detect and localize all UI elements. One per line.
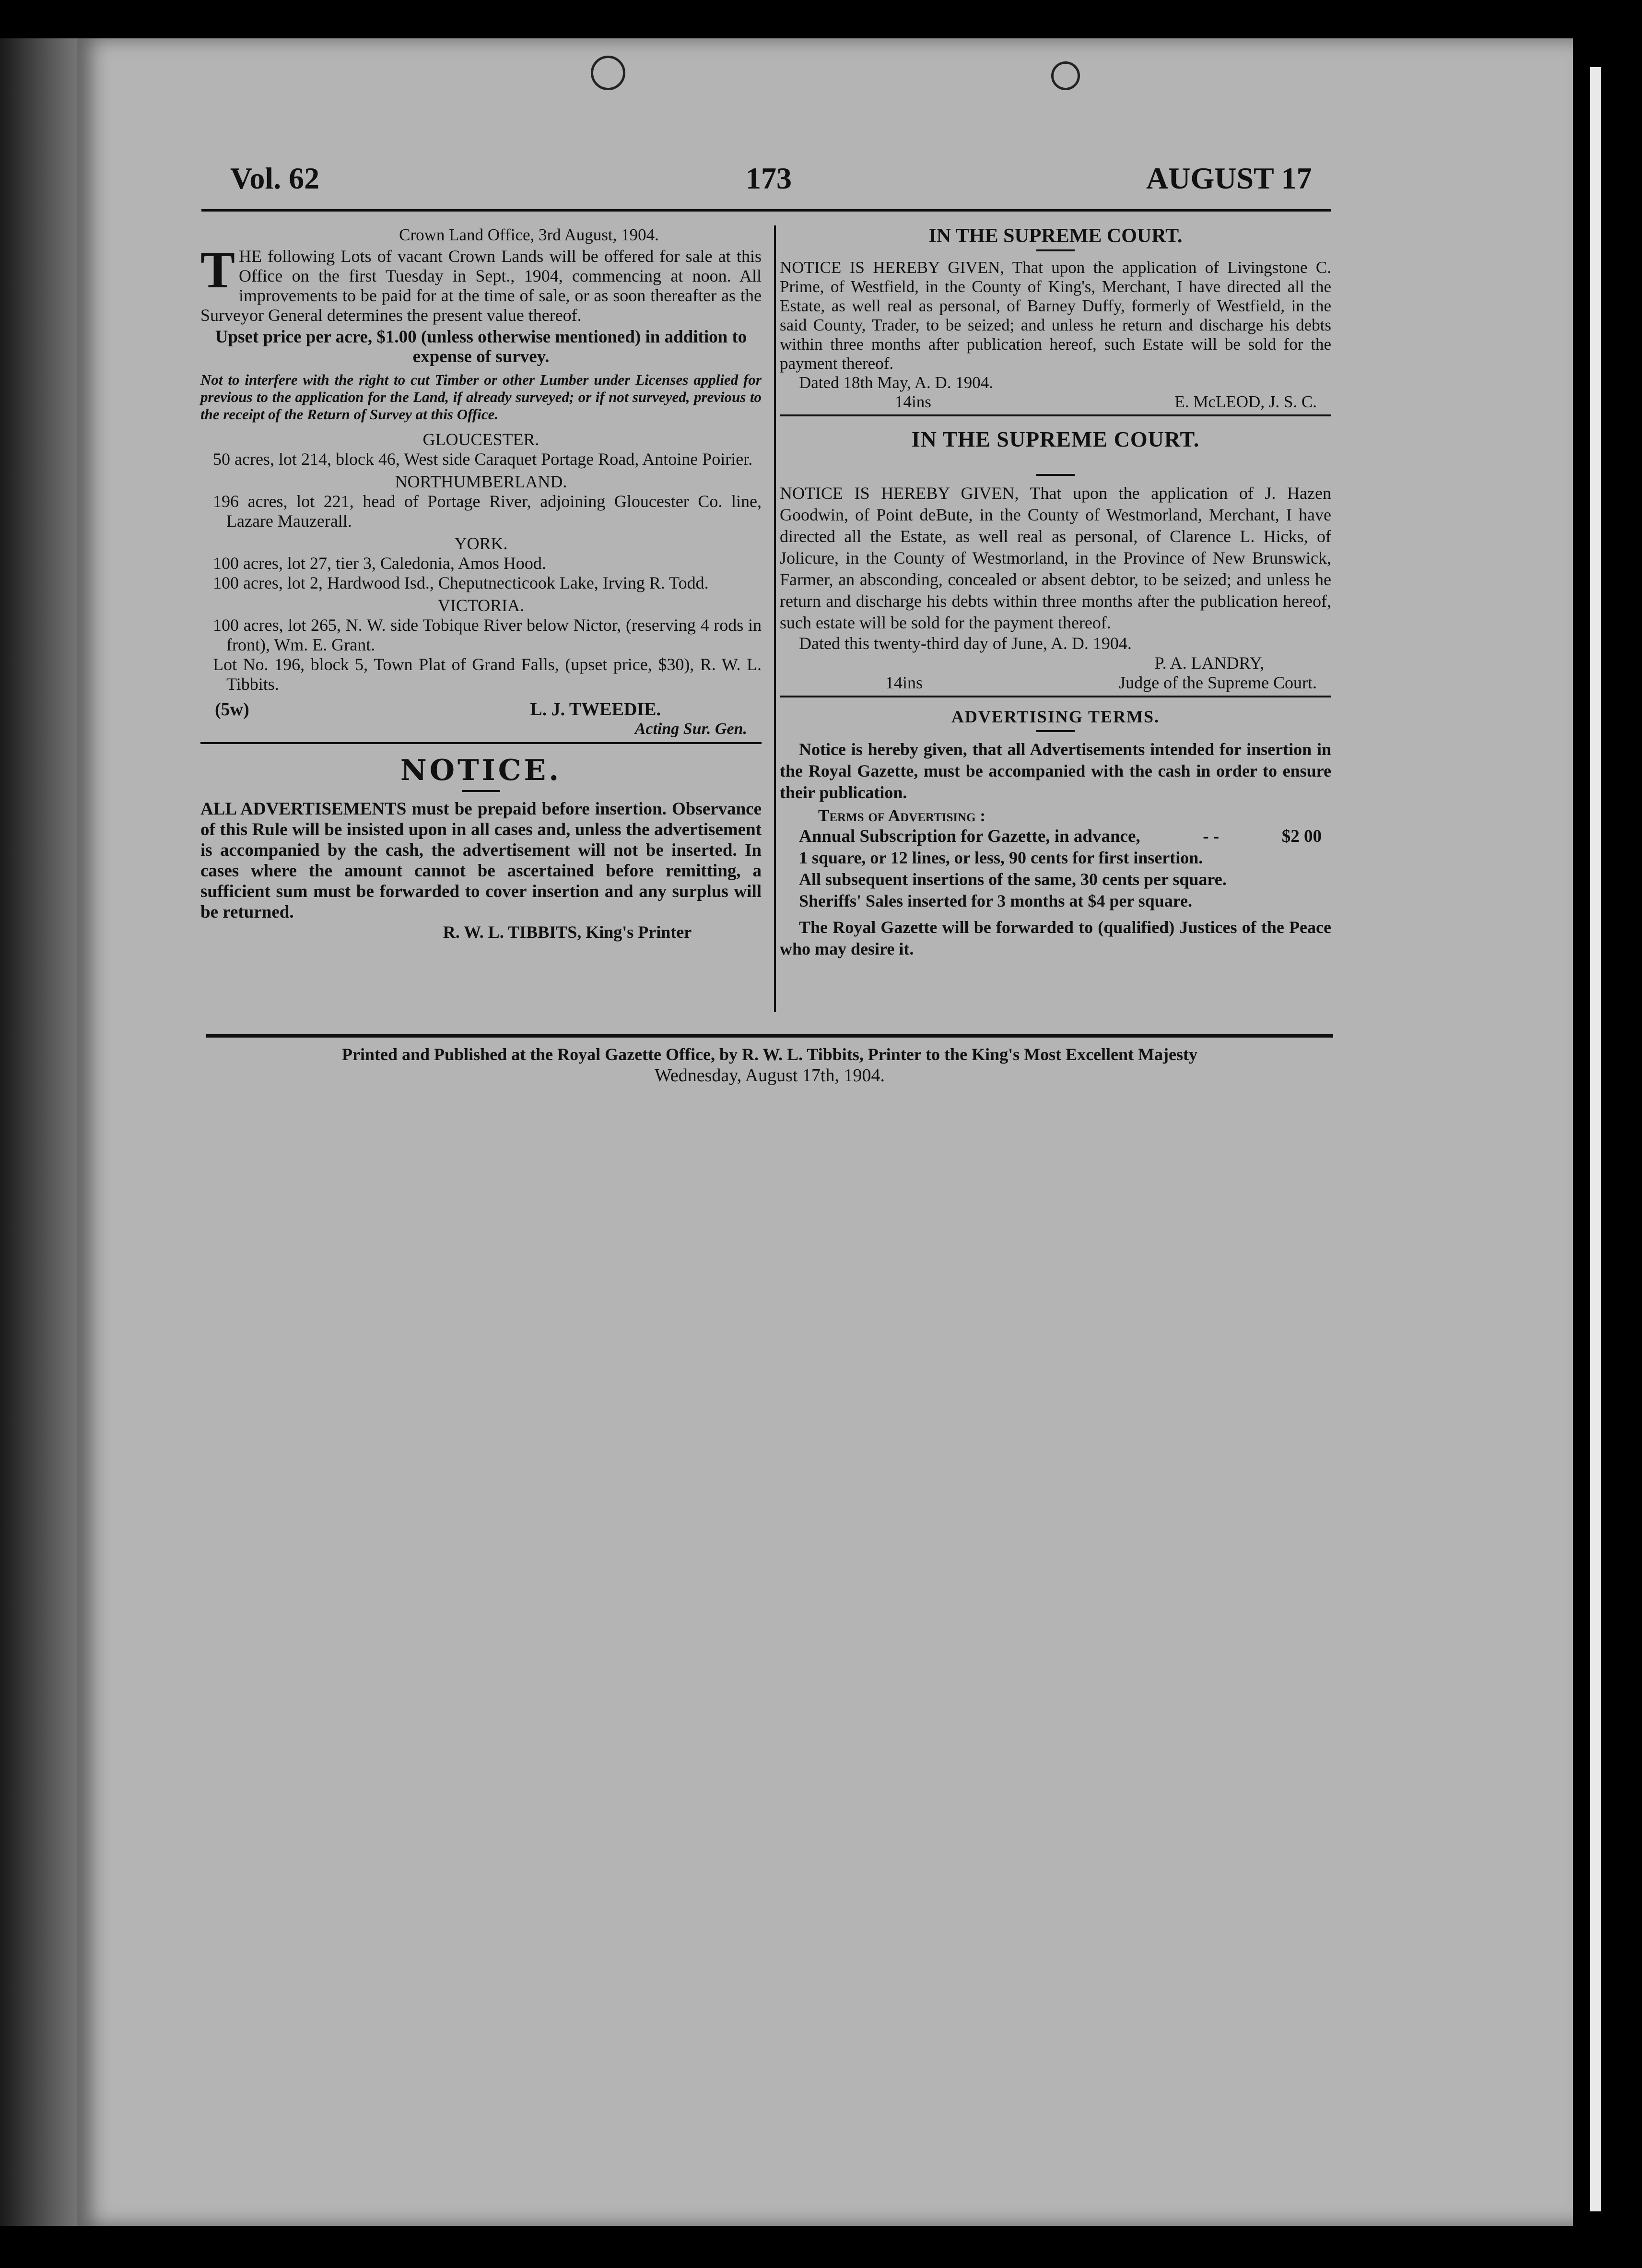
- county-heading: GLOUCESTER.: [422, 430, 540, 449]
- insertion-code: (5w): [215, 699, 249, 720]
- title-dash: [1036, 474, 1075, 476]
- court-notice-signature: [780, 673, 1331, 693]
- advertising-intro: Notice is hereby given, that all Advertisements intended for insertion in the Royal Gazette, must be accompanied with the cash in order to ensure their publication.: [780, 740, 1331, 802]
- court-notice-body: NOTICE IS HEREBY GIVEN, That upon the application of J. Hazen Goodwin, of Point deBute, in the County of Westmorland, Merchant, I have directed all the Estate, as well real as personal, of Clarence L. Hicks, of Jolicure, in the County of Westmorland, in the Province of New Brunswick, Farmer, an absconding, concealed or absent debtor, to be seized; and unless he return and discharge his debts within three months after the publication hereof, such estate will be sold for the payment thereof.: [780, 484, 1331, 632]
- rate-line: All subsequent insertions of the same, 30 cents per square.: [799, 870, 1227, 889]
- subscription-label: Annual Subscription for Gazette, in advance,: [799, 827, 1140, 846]
- issue-date: AUGUST 17: [1146, 161, 1312, 195]
- signer-name: L. J. TWEEDIE.: [530, 699, 661, 720]
- lot-entry: 100 acres, lot 27, tier 3, Caledonia, Amos Hood.: [213, 554, 546, 573]
- punch-hole: [591, 56, 625, 90]
- lot-entry: 100 acres, lot 265, N. W. side Tobique River below Nictor, (reserving 4 rods in front), Wm. E. Grant.: [213, 615, 762, 654]
- title-dash: [1036, 249, 1075, 251]
- court-notice-body: NOTICE IS HEREBY GIVEN, That upon the application of Livingstone C. Prime, of Westfield, in the County of King's, Merchant, I have directed all the Estate, as well real as personal, of Barney Duffy, formerly of Westfield, in the said County, Trader, to be seized; and unless he return and discharge his debts within three months after publication hereof, such Estate will be sold for the payment thereof.: [780, 258, 1331, 373]
- judge-name: P. A. LANDRY,: [1154, 653, 1264, 673]
- volume-number: Vol. 62: [230, 161, 320, 195]
- court-notice-signature: [780, 392, 1331, 412]
- subscription-line: [780, 826, 1331, 847]
- judge-name: E. McLEOD, J. S. C.: [1174, 392, 1317, 411]
- terms-heading: Terms of Advertising :: [818, 806, 986, 825]
- lot-entry: Lot No. 196, block 5, Town Plat of Grand Falls, (upset price, $30), R. W. L. Tibbits.: [213, 655, 762, 694]
- subscription-dashes: - -: [1203, 827, 1220, 846]
- county-heading: YORK.: [454, 534, 508, 553]
- insertion-count: 14ins: [895, 392, 931, 411]
- title-dash: [1036, 730, 1075, 732]
- court-title: IN THE SUPREME COURT.: [928, 225, 1183, 247]
- drop-cap: T: [200, 242, 235, 299]
- court-notice-dated: Dated 18th May, A. D. 1904.: [799, 373, 994, 392]
- imprint-date: Wednesday, August 17th, 1904.: [655, 1065, 885, 1086]
- county-heading: NORTHUMBERLAND.: [395, 472, 567, 491]
- rate-line: 1 square, or 12 lines, or less, 90 cents for first insertion.: [799, 848, 1203, 867]
- section-rule: [200, 742, 762, 744]
- upset-price: Upset price per acre, $1.00 (unless otherwise mentioned) in addition to expense of survey.: [215, 327, 747, 366]
- crown-land-intro: [200, 242, 762, 325]
- lot-entry: 100 acres, lot 2, Hardwood Isd., Cheputnecticook Lake, Irving R. Todd.: [213, 573, 709, 592]
- crown-land-dateline: Crown Land Office, 3rd August, 1904.: [399, 225, 659, 244]
- section-rule: [780, 696, 1331, 697]
- lot-entry: 50 acres, lot 214, block 46, West side Caraquet Portage Road, Antoine Poirier.: [213, 449, 753, 469]
- court-notice-dated: Dated this twenty-third day of June, A. D. 1904.: [799, 634, 1132, 653]
- notice-body: ALL ADVERTISEMENTS must be prepaid before insertion. Observance of this Rule will be insisted upon in all cases and, unless the advertisement is accompanied by the cash, the advertisement will not be inserted. In cases where the amount cannot be ascertained before remitting, a sufficient sum must be forwarded to cover insertion and any surplus will be returned.: [200, 799, 762, 922]
- imprint: [201, 1044, 1338, 1086]
- title-dash: [462, 790, 500, 792]
- court-title: IN THE SUPREME COURT.: [911, 427, 1200, 451]
- signer-title: Acting Sur. Gen.: [634, 720, 747, 738]
- imprint-text: Printed and Published at the Royal Gazette Office, by R. W. L. Tibbits, Printer to the King's Most Excellent Majesty: [342, 1045, 1197, 1064]
- page-number: 173: [746, 161, 792, 195]
- subscription-price: $2 00: [1281, 827, 1322, 846]
- crown-land-signature: [200, 699, 762, 720]
- judge-title: Judge of the Supreme Court.: [1119, 673, 1317, 692]
- notice-signer: R. W. L. TIBBITS, King's Printer: [443, 922, 692, 942]
- advertising-title: ADVERTISING TERMS.: [951, 707, 1160, 726]
- insertion-count: 14ins: [885, 673, 923, 692]
- lot-entry: 196 acres, lot 221, head of Portage River, adjoining Gloucester Co. line, Lazare Mauzerall.: [213, 492, 762, 531]
- header-rule: [201, 209, 1331, 212]
- gazette-note: The Royal Gazette will be forwarded to (qualified) Justices of the Peace who may desire it.: [780, 918, 1331, 958]
- section-rule: [780, 414, 1331, 416]
- page-edge: [1590, 67, 1601, 2211]
- crown-land-intro-text: HE following Lots of vacant Crown Lands will be offered for sale at this Office on the first Tuesday in Sept., 1904, commencing at noon. All improvements to be paid for at the time of sale, or as soon thereafter as the Surveyor General determines the present value thereof.: [200, 247, 762, 325]
- punch-hole: [1051, 61, 1080, 90]
- county-heading: VICTORIA.: [437, 596, 525, 615]
- court-notices: [780, 225, 1331, 960]
- timber-note: Not to interfere with the right to cut Timber or other Lumber under Licenses applied for previous to the application for the Land, if already surveyed; or if not surveyed, previous to the receipt of the Return of Survey at this Office.: [200, 371, 762, 423]
- footer-rule: [206, 1034, 1333, 1038]
- crown-land-notice: [200, 225, 762, 942]
- notice-title: NOTICE.: [400, 754, 562, 787]
- rate-line: Sheriffs' Sales inserted for 3 months at $4 per square.: [799, 891, 1193, 910]
- column-divider: [774, 225, 776, 1012]
